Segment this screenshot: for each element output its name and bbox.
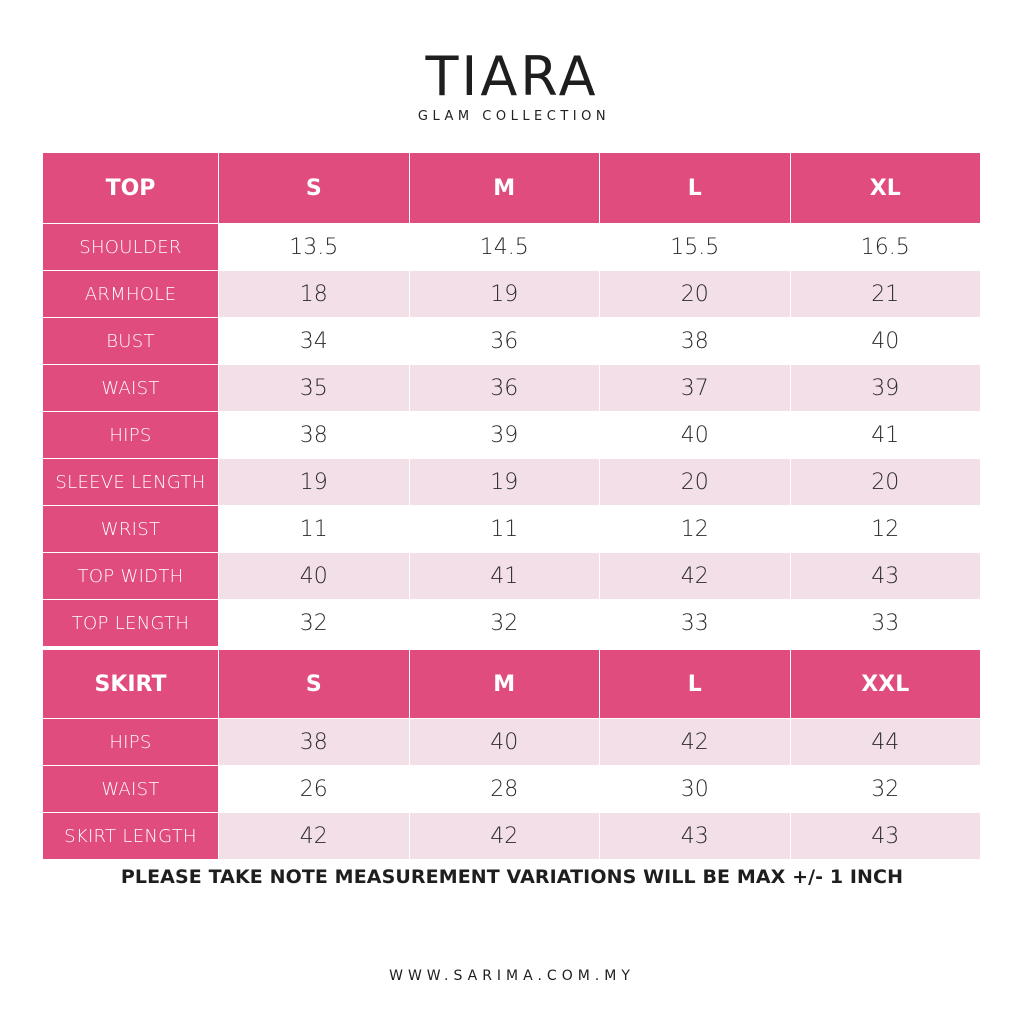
measurement-value: 42 xyxy=(219,813,410,860)
size-header-cell: M xyxy=(409,153,600,224)
measurement-value: 44 xyxy=(790,719,981,766)
measurement-value: 19 xyxy=(409,459,600,506)
size-table-body xyxy=(43,153,981,860)
measurement-label: HIPS xyxy=(43,719,219,766)
size-header-cell: M xyxy=(409,650,600,719)
measurement-value: 40 xyxy=(790,318,981,365)
website-url: WWW.SARIMA.COM.MY xyxy=(389,968,635,984)
measurement-label: WAIST xyxy=(43,365,219,412)
measurement-value: 20 xyxy=(600,459,791,506)
measurement-value: 35 xyxy=(219,365,410,412)
measurement-label: ARMHOLE xyxy=(43,271,219,318)
top-section-title: TOP xyxy=(43,153,219,224)
skirt-section-title: SKIRT xyxy=(43,650,219,719)
measurement-label: SLEEVE LENGTH xyxy=(43,459,219,506)
table-row xyxy=(43,766,981,813)
measurement-value: 28 xyxy=(409,766,600,813)
table-row xyxy=(43,365,981,412)
measurement-label: HIPS xyxy=(43,412,219,459)
measurement-value: 42 xyxy=(600,553,791,600)
measurement-value: 42 xyxy=(600,719,791,766)
measurement-value: 19 xyxy=(219,459,410,506)
measurement-value: 33 xyxy=(600,600,791,647)
measurement-value: 30 xyxy=(600,766,791,813)
measurement-value: 38 xyxy=(600,318,791,365)
measurement-value: 32 xyxy=(790,766,981,813)
measurement-value: 40 xyxy=(409,719,600,766)
measurement-value: 43 xyxy=(790,553,981,600)
measurement-value: 39 xyxy=(790,365,981,412)
table-row xyxy=(43,412,981,459)
size-header-cell: XXL xyxy=(790,650,981,719)
size-header-cell: XL xyxy=(790,153,981,224)
measurement-value: 15.5 xyxy=(600,224,791,271)
measurement-label: TOP WIDTH xyxy=(43,553,219,600)
table-row xyxy=(43,813,981,860)
size-header-cell: L xyxy=(600,650,791,719)
measurement-value: 38 xyxy=(219,412,410,459)
measurement-value: 40 xyxy=(600,412,791,459)
measurement-value: 11 xyxy=(219,506,410,553)
table-row xyxy=(43,271,981,318)
table-row xyxy=(43,506,981,553)
table-row xyxy=(43,553,981,600)
brand-title: TIARA xyxy=(425,45,599,108)
top-header-row xyxy=(43,153,981,224)
measurement-value: 14.5 xyxy=(409,224,600,271)
measurement-value: 33 xyxy=(790,600,981,647)
measurement-label: SHOULDER xyxy=(43,224,219,271)
measurement-value: 36 xyxy=(409,318,600,365)
table-row xyxy=(43,318,981,365)
measurement-value: 20 xyxy=(790,459,981,506)
measurement-value: 13.5 xyxy=(219,224,410,271)
measurement-label: WRIST xyxy=(43,506,219,553)
table-row xyxy=(43,224,981,271)
measurement-value: 38 xyxy=(219,719,410,766)
measurement-label: SKIRT LENGTH xyxy=(43,813,219,860)
measurement-value: 36 xyxy=(409,365,600,412)
size-chart xyxy=(42,152,980,860)
brand-header xyxy=(0,46,1024,126)
measurement-note: PLEASE TAKE NOTE MEASUREMENT VARIATIONS WILL BE MAX +/- 1 INCH xyxy=(120,866,904,888)
measurement-value: 41 xyxy=(409,553,600,600)
measurement-label: BUST xyxy=(43,318,219,365)
measurement-value: 40 xyxy=(219,553,410,600)
measurement-value: 12 xyxy=(790,506,981,553)
brand-subtitle: GLAM COLLECTION xyxy=(417,109,611,124)
size-table xyxy=(42,152,981,860)
measurement-value: 20 xyxy=(600,271,791,318)
measurement-value: 42 xyxy=(409,813,600,860)
size-header-cell: L xyxy=(600,153,791,224)
measurement-label: TOP LENGTH xyxy=(43,600,219,647)
table-row xyxy=(43,719,981,766)
table-row xyxy=(43,459,981,506)
skirt-header-row xyxy=(43,650,981,719)
measurement-value: 43 xyxy=(600,813,791,860)
measurement-value: 16.5 xyxy=(790,224,981,271)
measurement-value: 32 xyxy=(219,600,410,647)
measurement-value: 37 xyxy=(600,365,791,412)
size-header-cell: S xyxy=(219,153,410,224)
size-header-cell: S xyxy=(219,650,410,719)
measurement-value: 19 xyxy=(409,271,600,318)
measurement-value: 32 xyxy=(409,600,600,647)
measurement-value: 39 xyxy=(409,412,600,459)
measurement-value: 43 xyxy=(790,813,981,860)
measurement-label: WAIST xyxy=(43,766,219,813)
measurement-value: 21 xyxy=(790,271,981,318)
measurement-value: 11 xyxy=(409,506,600,553)
measurement-value: 26 xyxy=(219,766,410,813)
measurement-value: 12 xyxy=(600,506,791,553)
measurement-value: 18 xyxy=(219,271,410,318)
measurement-value: 34 xyxy=(219,318,410,365)
measurement-value: 41 xyxy=(790,412,981,459)
table-row xyxy=(43,600,981,647)
